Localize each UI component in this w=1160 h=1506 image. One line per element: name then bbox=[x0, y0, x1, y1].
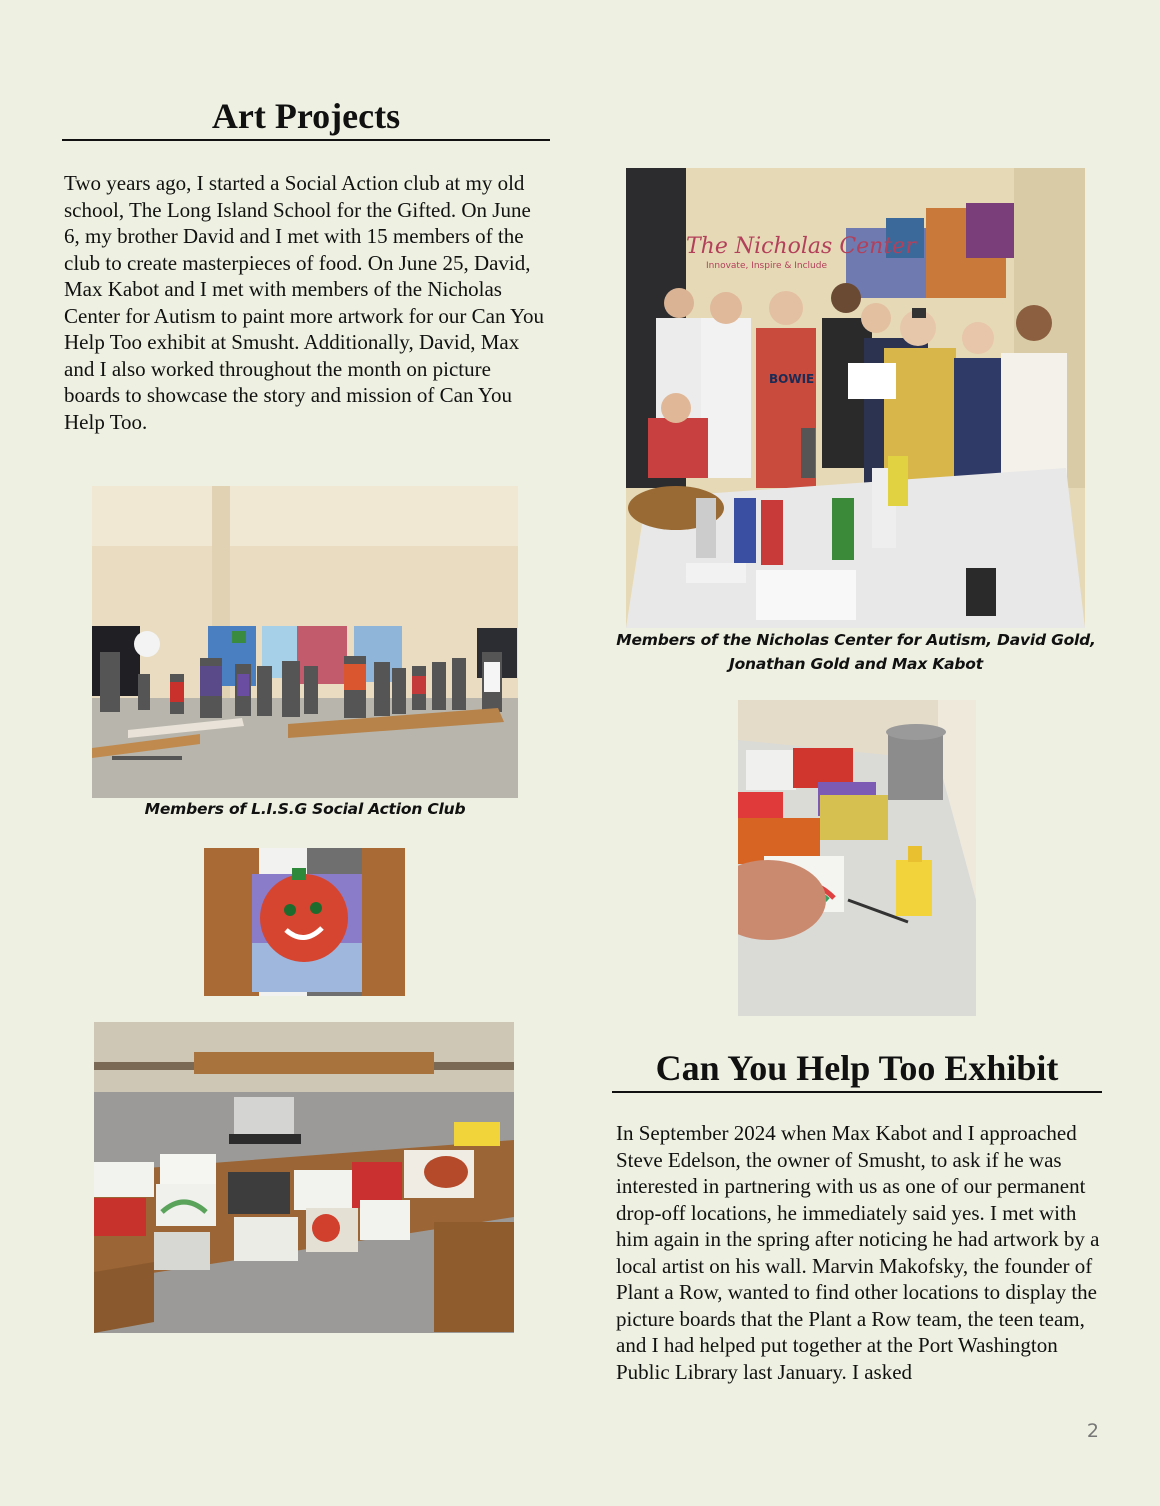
exhibit-heading: Can You Help Too Exhibit bbox=[612, 1050, 1102, 1093]
bowie-shirt-text: BOWIE bbox=[769, 372, 815, 386]
nicholas-center-tagline: Innovate, Inspire & Include bbox=[706, 261, 827, 271]
art-projects-heading: Art Projects bbox=[62, 98, 550, 141]
tomato-artwork-photo bbox=[204, 848, 405, 996]
nicholas-center-sign: The Nicholas Center bbox=[686, 234, 916, 259]
painting-table-photo bbox=[738, 700, 976, 1016]
nicholas-center-group-photo bbox=[626, 168, 1085, 628]
art-projects-paragraph: Two years ago, I started a Social Action club at my old school, The Long Island School for the Gifted. On June 6, my brother David and I met with 15 members of the club to create masterpieces of food. On June 25, David, Max Kabot and I met with members of the Nicholas Center for Autism to paint more artwork for our Can You Help Too exhibit at Smusht. Additionally, David, Max and I also worked throughout the month on picture boards to showcase the story and mission of Can You Help Too. bbox=[64, 171, 545, 434]
nicholas-center-photo-caption: Members of the Nicholas Center for Autism, David Gold, Jonathan Gold and Max Kabot bbox=[616, 631, 1096, 673]
page-number: 2 bbox=[1086, 1420, 1099, 1442]
club-photo-caption: Members of L.I.S.G Social Action Club bbox=[144, 800, 466, 818]
exhibit-paragraph: In September 2024 when Max Kabot and I approached Steve Edelson, the owner of Smusht, to ask if he was interested in partnering with us as one of our permanent drop-off locations, he immediately said yes. I met with him again in the spring after noticing he had artwork by a local artist on his wall. Marvin Makofsky, the founder of Plant a Row, wanted to find other locations to display the picture boards that the Plant a Row team, the teen team, and I had helped put together at the Port Washington Public Library last January. I asked bbox=[616, 1121, 1100, 1384]
club-group-photo bbox=[92, 486, 518, 798]
artwork-tables-photo bbox=[94, 1022, 514, 1333]
